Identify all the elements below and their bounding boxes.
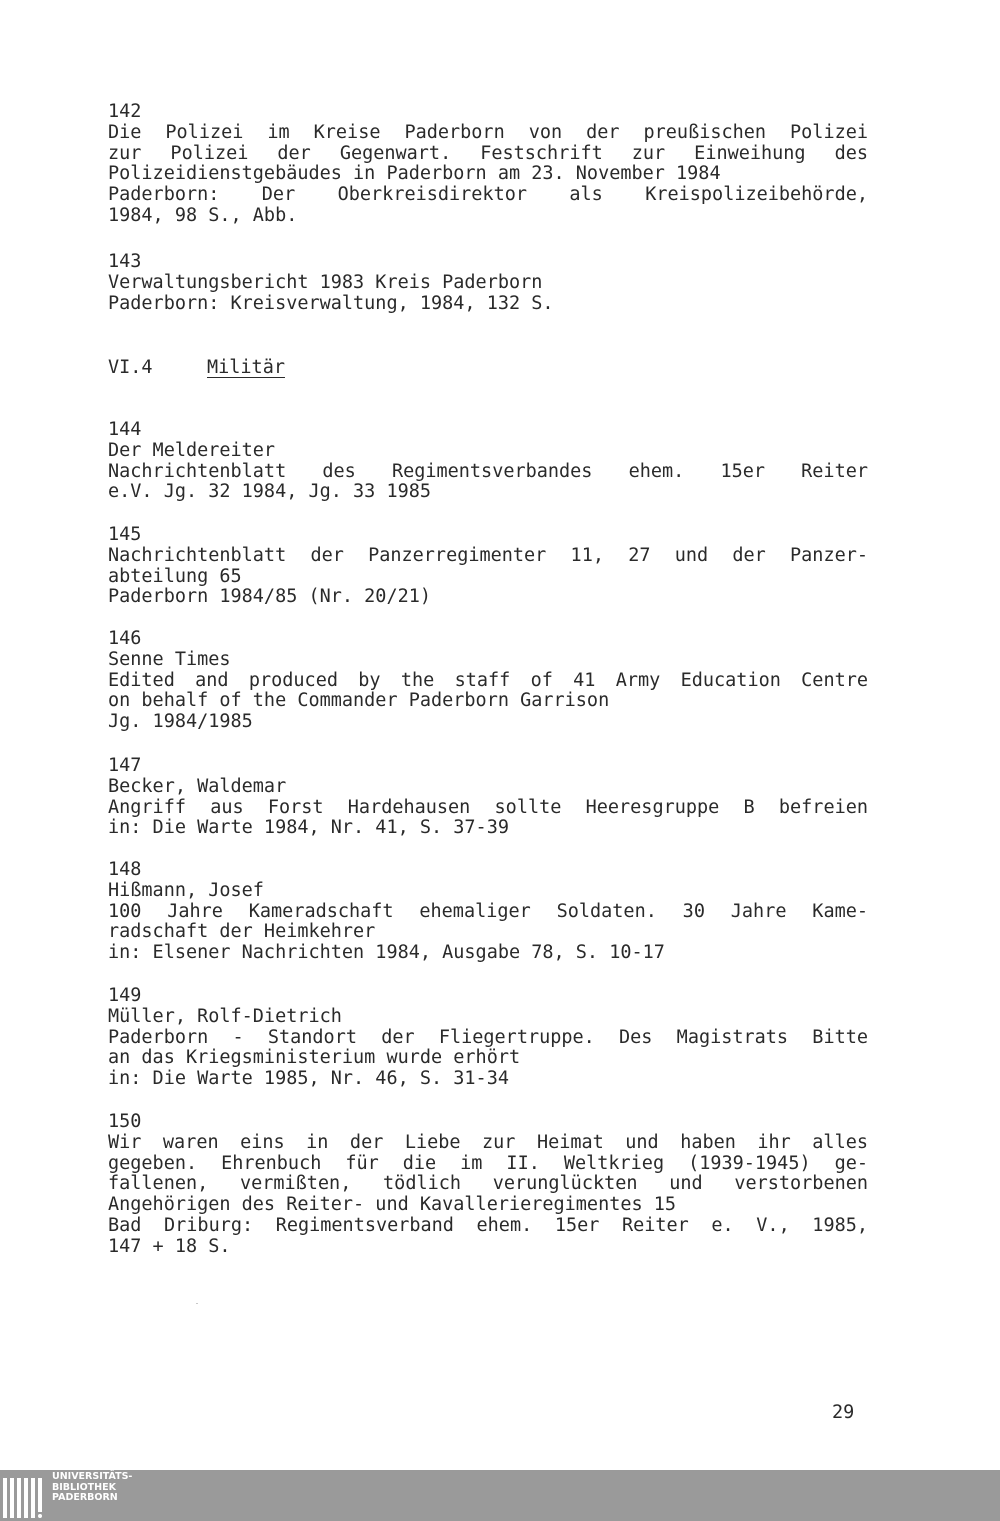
entry-number: 150 [108, 1111, 142, 1132]
bibliography-entry [108, 986, 868, 1090]
entry-line: Senne Times [108, 648, 231, 670]
entry-line: Der Meldereiter [108, 439, 276, 461]
entry-number: 149 [108, 985, 142, 1006]
bibliography-entry [108, 420, 868, 503]
library-logo-text [52, 1472, 132, 1504]
library-logo-icon [3, 1474, 47, 1518]
entry-line: Nachrichtenblatt des Regimentsverbandes ehem. 15er Reiter [108, 460, 868, 482]
entry-line: Paderborn: Kreisverwaltung, 1984, 132 S. [108, 292, 554, 314]
entry-line: Edited and produced by the staff of 41 Army Education Centre [108, 669, 868, 691]
logo-line: UNIVERSITÄTS- [52, 1471, 133, 1482]
bibliography-entry [108, 860, 868, 964]
bibliography-entry [108, 756, 868, 839]
entry-line: Nachrichtenblatt der Panzerregimenter 11, 27 und der Panzer- [108, 544, 868, 566]
entry-line: Polizeidienstgebäudes in Paderborn am 23. November 1984 [108, 163, 721, 185]
entry-number: 148 [108, 859, 142, 880]
entry-line: abteilung 65 [108, 565, 242, 587]
entry-line: zur Polizei der Gegenwart. Festschrift zur Einweihung des [108, 142, 868, 164]
entry-line: Müller, Rolf-Dietrich [108, 1005, 342, 1027]
logo-line: PADERBORN [52, 1492, 118, 1503]
bibliography-entry [108, 629, 868, 733]
entry-number: 145 [108, 524, 142, 545]
section-title: Militär [207, 357, 285, 378]
section-number: VI.4 [108, 357, 153, 378]
page-number: 29 [832, 1402, 855, 1423]
entry-line: Jg. 1984/1985 [108, 711, 253, 733]
entry-line: 147 + 18 S. [108, 1235, 231, 1257]
entry-line: Paderborn - Standort der Fliegertruppe. Des Magistrats Bitte [108, 1026, 868, 1048]
entry-line: in: Elsener Nachrichten 1984, Ausgabe 78, S. 10-17 [108, 942, 665, 964]
entry-number: 144 [108, 419, 142, 440]
entry-line: in: Die Warte 1984, Nr. 41, S. 37-39 [108, 817, 509, 839]
entry-number: 147 [108, 755, 142, 776]
entry-line: e.V. Jg. 32 1984, Jg. 33 1985 [108, 481, 432, 503]
entry-line: Die Polizei im Kreise Paderborn von der preußischen Polizei [108, 121, 868, 143]
entry-line: radschaft der Heimkehrer [108, 921, 376, 943]
entry-line: Hißmann, Josef [108, 879, 264, 901]
bibliography-entry [108, 102, 868, 227]
bibliography-entry [108, 1112, 868, 1258]
entry-line: Becker, Waldemar [108, 775, 287, 797]
entry-line: Wir waren eins in der Liebe zur Heimat und haben ihr alles [108, 1131, 868, 1153]
entry-number: 143 [108, 251, 142, 272]
entry-line: Angehörigen des Reiter- und Kavallerieregimentes 15 [108, 1194, 677, 1216]
library-footer-bar [0, 1470, 1000, 1521]
entry-line: an das Kriegsministerium wurde erhört [108, 1047, 521, 1069]
bibliography-entry [108, 525, 868, 608]
entry-number: 146 [108, 628, 142, 649]
logo-line: BIBLIOTHEK [52, 1481, 116, 1493]
entry-line: Bad Driburg: Regimentsverband ehem. 15er Reiter e. V., 1985, [108, 1214, 868, 1236]
entry-line: Verwaltungsbericht 1983 Kreis Paderborn [108, 271, 543, 293]
bibliography-entry [108, 252, 868, 314]
entry-line: Paderborn: Der Oberkreisdirektor als Kreispolizeibehörde, [108, 184, 868, 206]
entry-line: fallenen, vermißten, tödlich verunglückten und verstorbenen [108, 1173, 868, 1195]
entry-line: Angriff aus Forst Hardehausen sollte Heeresgruppe B befreien [108, 796, 868, 818]
entry-line: 1984, 98 S., Abb. [108, 204, 298, 226]
scan-speck [196, 1303, 198, 1304]
entry-line: Paderborn 1984/85 (Nr. 20/21) [108, 586, 432, 608]
entry-line: on behalf of the Commander Paderborn Garrison [108, 690, 610, 712]
entry-line: gegeben. Ehrenbuch für die im II. Weltkrieg (1939-1945) ge- [108, 1152, 868, 1174]
entry-line: 100 Jahre Kameradschaft ehemaliger Soldaten. 30 Jahre Kame- [108, 900, 868, 922]
entry-line: in: Die Warte 1985, Nr. 46, S. 31-34 [108, 1068, 509, 1090]
entry-number: 142 [108, 101, 142, 122]
